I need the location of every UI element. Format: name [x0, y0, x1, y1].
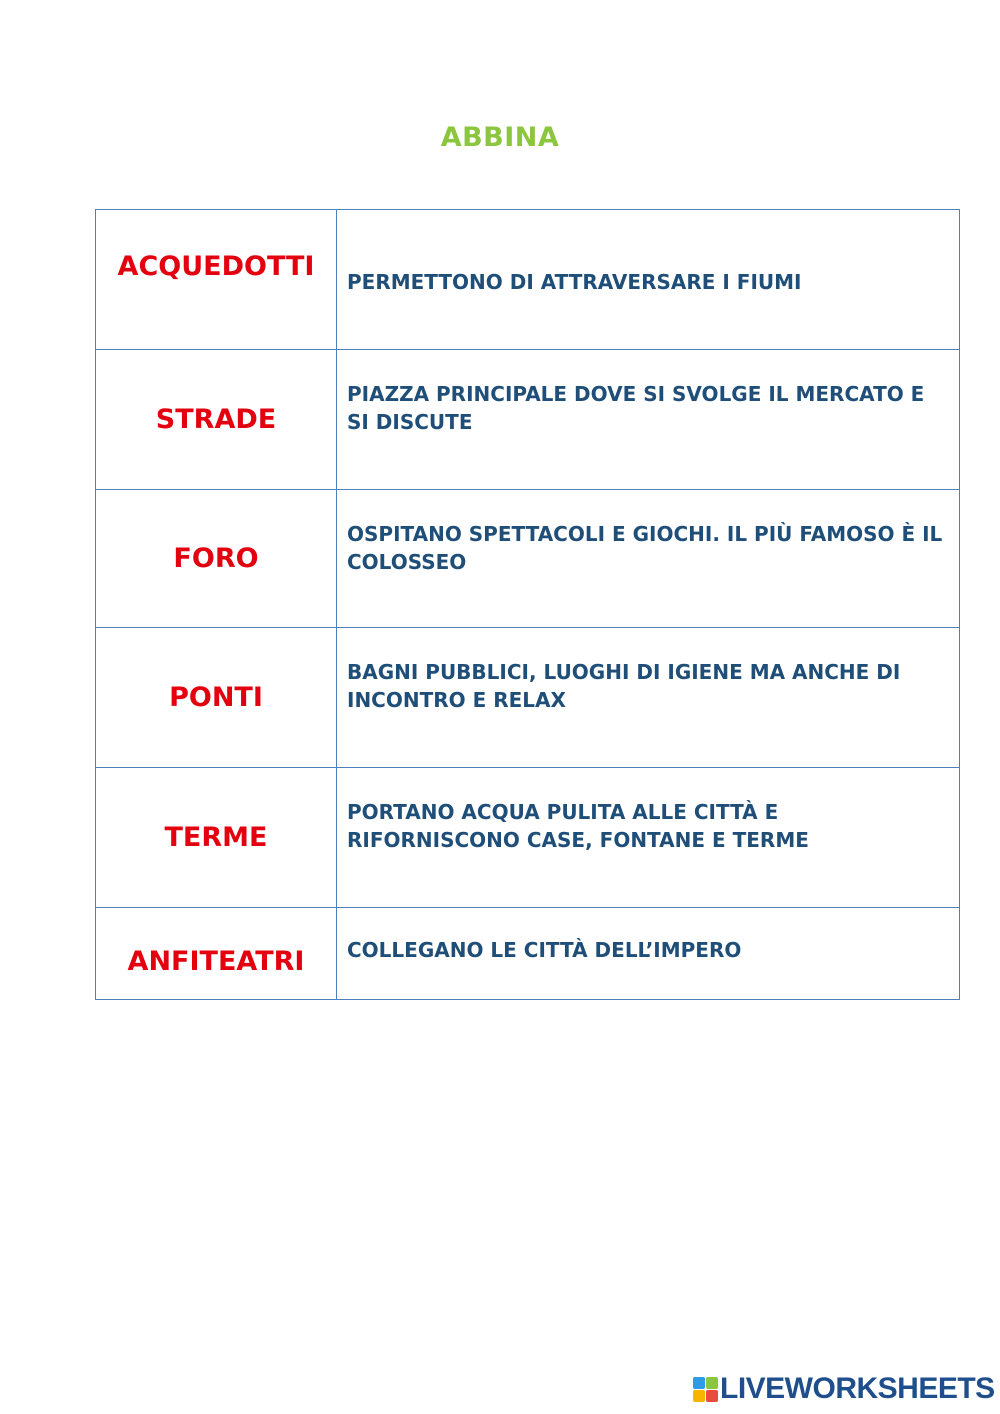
term-label: ACQUEDOTTI [117, 251, 315, 282]
page-title: ABBINA [440, 122, 560, 153]
table-row [96, 628, 960, 768]
definition-text: PIAZZA PRINCIPALE DOVE SI SVOLGE IL MERCATO E SI DISCUTE [347, 382, 925, 434]
term-label: ANFITEATRI [127, 946, 305, 977]
logo-tile [693, 1390, 705, 1402]
logo-tile [693, 1377, 705, 1389]
term-cell-anfiteatri[interactable] [96, 908, 337, 1000]
definition-cell[interactable] [337, 350, 960, 490]
term-cell-foro[interactable] [96, 490, 337, 628]
term-cell-terme[interactable] [96, 768, 337, 908]
table-row [96, 490, 960, 628]
term-cell-strade[interactable] [96, 350, 337, 490]
table-row [96, 908, 960, 1000]
definition-cell[interactable] [337, 628, 960, 768]
liveworksheets-logo [693, 1372, 995, 1405]
definition-text: PORTANO ACQUA PULITA ALLE CITTÀ E RIFORNISCONO CASE, FONTANE E TERME [347, 800, 809, 852]
definition-cell[interactable] [337, 908, 960, 1000]
definition-text: PERMETTONO DI ATTRAVERSARE I FIUMI [347, 270, 802, 294]
term-label: TERME [164, 822, 268, 853]
definition-text: COLLEGANO LE CITTÀ DELL’IMPERO [347, 938, 742, 962]
logo-tile [706, 1377, 718, 1389]
definition-text: OSPITANO SPETTACOLI E GIOCHI. IL PIÙ FAMOSO È IL COLOSSEO [347, 522, 943, 574]
term-label: STRADE [155, 404, 277, 435]
term-label: PONTI [169, 682, 263, 713]
logo-tile [706, 1390, 718, 1402]
definition-cell[interactable] [337, 210, 960, 350]
term-cell-ponti[interactable] [96, 628, 337, 768]
table-row [96, 350, 960, 490]
table-row [96, 210, 960, 350]
logo-text: LIVEWORKSHEETS [720, 1372, 995, 1405]
definition-cell[interactable] [337, 768, 960, 908]
table-row [96, 768, 960, 908]
liveworksheets-logo-icon [693, 1377, 718, 1402]
definition-cell[interactable] [337, 490, 960, 628]
term-cell-acquedotti[interactable] [96, 210, 337, 350]
matching-table [95, 209, 960, 1000]
definition-text: BAGNI PUBBLICI, LUOGHI DI IGIENE MA ANCHE DI INCONTRO E RELAX [347, 660, 901, 712]
term-label: FORO [173, 543, 259, 574]
